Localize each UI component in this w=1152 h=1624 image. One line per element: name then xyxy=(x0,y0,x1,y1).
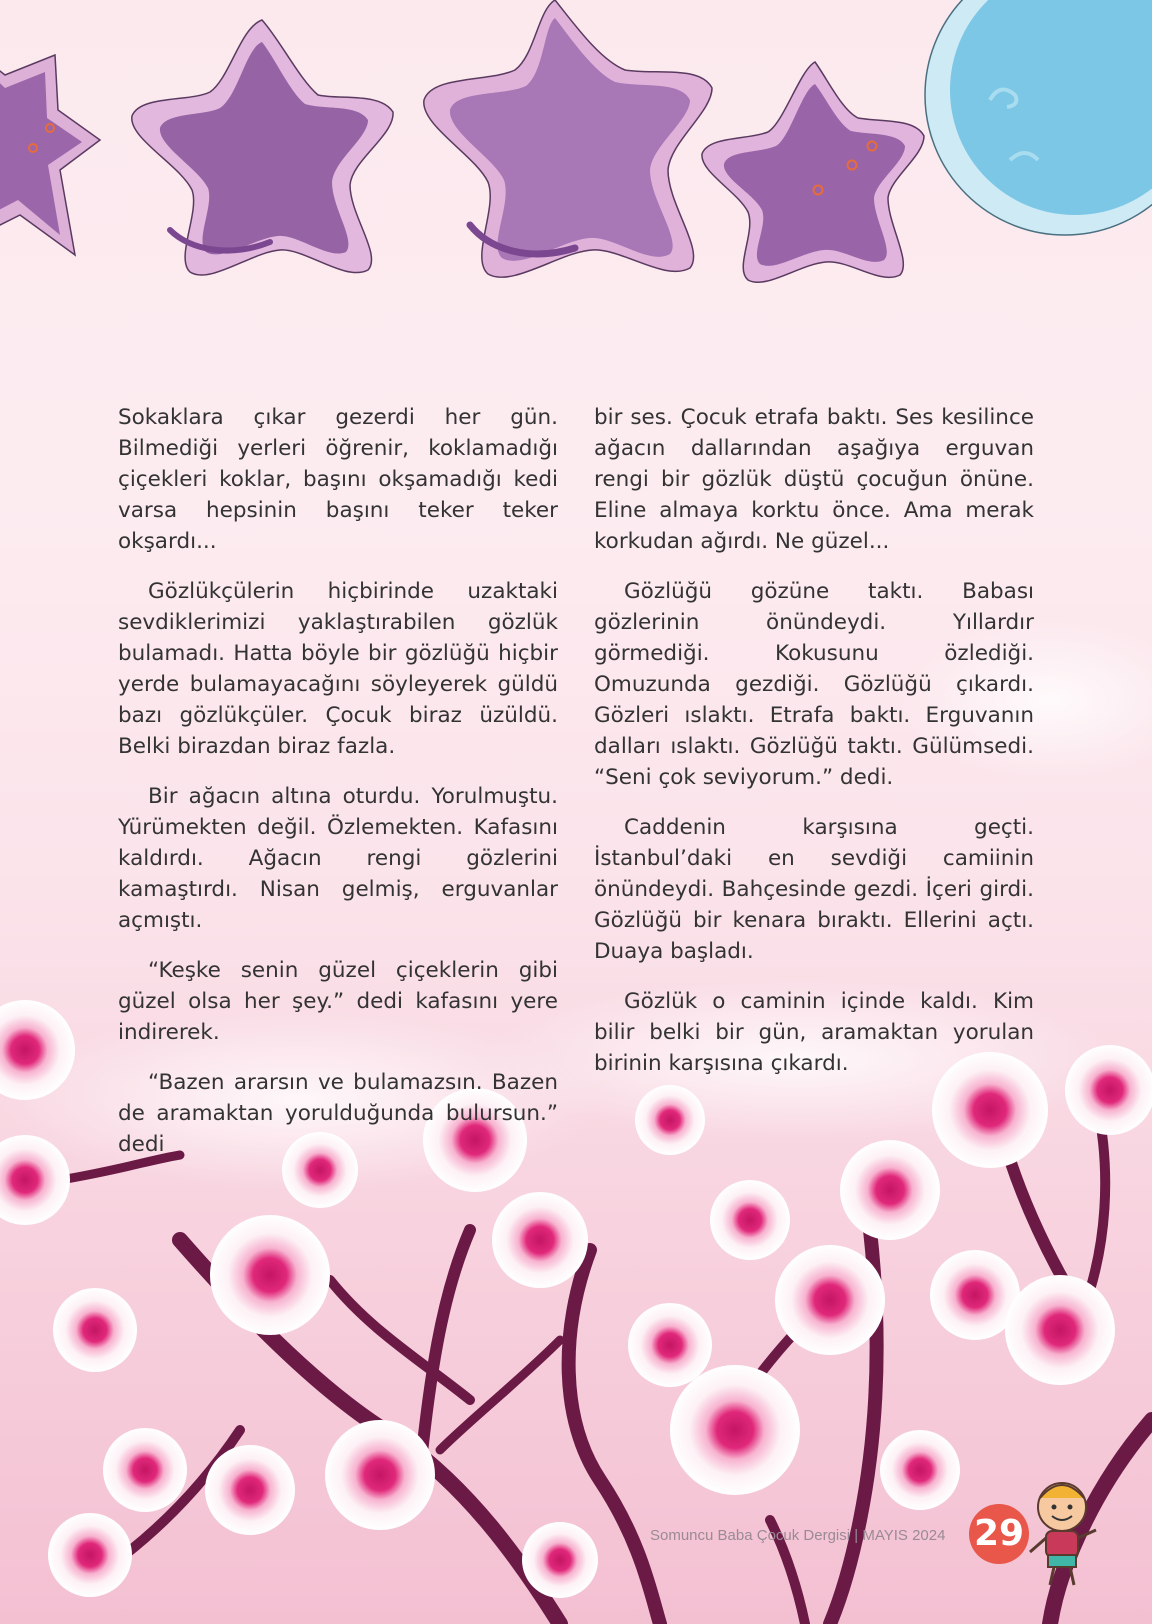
star-decoration xyxy=(0,40,100,255)
paragraph: Gözlükçülerin hiçbirinde uzaktaki sevdiklerimizi yaklaştırabilen gözlük bulamadı. Hatta böyle bir gözlüğü hiçbir yerde bulamayacağını söyleyerek güldü bazı gözlükçüler. Çocuk biraz üzüldü. Belki birazdan biraz fazla. xyxy=(118,579,558,759)
paragraph: bir ses. Çocuk etrafa baktı. Ses kesilince ağacın dallarından aşağıya erguvan rengi bir gözlük düştü çocuğun önüne. Eline almaya korktu önce. Ama merak korkudan ağırdı. Ne güzel... xyxy=(594,405,1034,554)
paragraph: Caddenin karşısına geçti. İstanbul’daki en sevdiği camiinin önündeydi. Bahçesinde gezdi. İçeri girdi. Gözlüğü bir kenara bıraktı. Ellerini açtı. Duaya başladı. xyxy=(594,815,1034,964)
issue-date: MAYIS 2024 xyxy=(862,1527,946,1544)
paragraph: “Keşke senin güzel çiçeklerin gibi güzel olsa her şey.” dedi kafasını yere indirerek. xyxy=(118,958,558,1045)
paragraph: Bir ağacın altına oturdu. Yorulmuştu. Yürümekten değil. Özlemekten. Kafasını kaldırdı. Ağacın rengi gözlerini kamaştırdı. Nisan gelmiş, erguvanlar açmıştı. xyxy=(118,784,558,933)
right-column xyxy=(594,402,1034,1179)
star-decoration xyxy=(424,0,712,277)
paragraph: “Bazen ararsın ve bulamazsın. Bazen de aramaktan yorulduğunda bulursun.” dedi xyxy=(118,1070,558,1157)
page-footer xyxy=(650,1527,945,1544)
article-body xyxy=(118,402,1034,1179)
star-decoration xyxy=(702,62,924,282)
paragraph: Gözlük o caminin içinde kaldı. Kim bilir belki bir gün, aramaktan yorulan birinin karşısına çıkardı. xyxy=(594,989,1034,1076)
star-decoration xyxy=(132,20,393,275)
left-column xyxy=(118,402,558,1179)
footer-separator: | xyxy=(854,1527,859,1544)
paragraph: Gözlüğü gözüne taktı. Babası gözlerinin önündeydi. Yıllardır görmediği. Kokusunu özlediği. Omuzunda gezdiği. Gözlüğü çıkardı. Gözleri ıslaktı. Etrafa baktı. Erguvanın dalları ıslaktı. Gözlüğü taktı. Gülümsedi. “Seni çok seviyorum.” dedi. xyxy=(594,579,1034,790)
paragraph: Sokaklara çıkar gezerdi her gün. Bilmediği yerleri öğrenir, koklamadığı çiçekleri koklar, başını okşamadığı kedi varsa hepsinin başını teker teker okşardı... xyxy=(118,405,558,554)
moon-decoration xyxy=(925,0,1152,235)
magazine-name: Somuncu Baba Çocuk Dergisi xyxy=(650,1527,851,1544)
page-number: 29 xyxy=(973,1513,1025,1554)
